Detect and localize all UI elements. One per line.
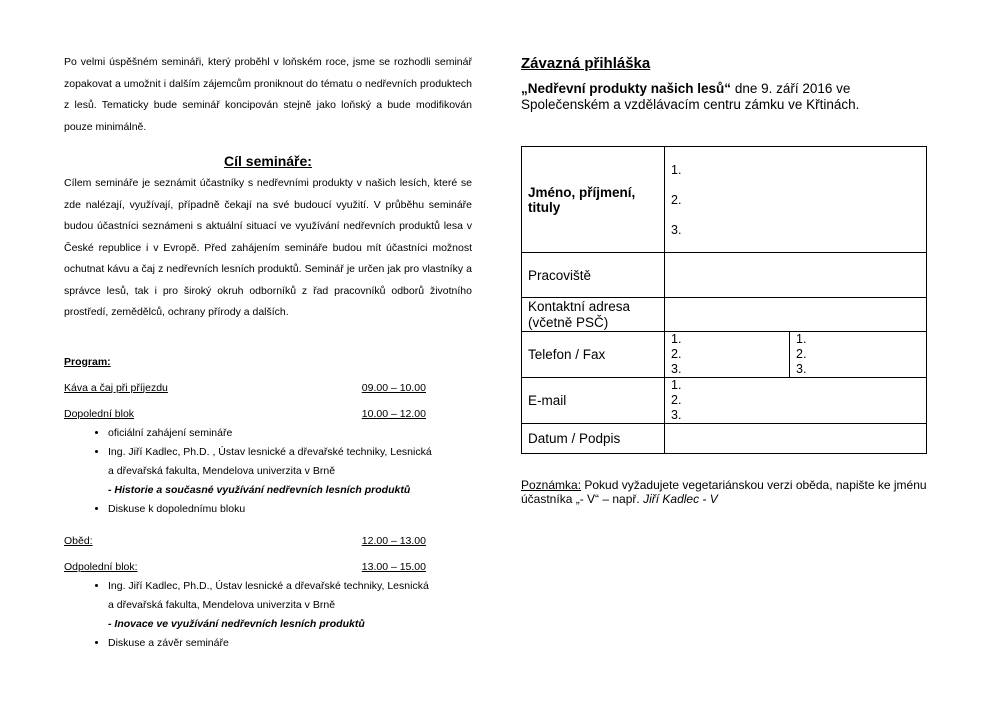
program-row-time: 13.00 – 15.00: [361, 560, 426, 573]
fax-number-1: 1.: [796, 332, 807, 346]
phone-number-2: 2.: [671, 347, 682, 361]
email-number-1: 1.: [671, 378, 682, 392]
email-field[interactable]: [665, 378, 927, 424]
note: [521, 478, 941, 506]
intro-paragraph: Po velmi úspěšném semináři, který proběhl v loňském roce, jsme se rozhodli seminář zopakovat a umožnit i dalším zájemcům proniknout do tématu o nedřevních produktech z lesů. Tematicky bude seminář koncipován stejně jako loňský a bude modifikován pouze minimálně.: [64, 56, 472, 133]
program-row-label: Káva a čaj při příjezdu: [64, 381, 168, 394]
email-number-3: 3.: [671, 408, 682, 422]
program-row-label: Odpolední blok:: [64, 560, 138, 573]
address-field[interactable]: [665, 298, 927, 332]
program-title: Program:: [64, 355, 111, 368]
form-title: Závazná přihláška: [521, 55, 651, 72]
name-field[interactable]: [665, 147, 927, 253]
program-row-morning: [64, 406, 426, 422]
name-number-1: 1.: [671, 162, 682, 177]
talk-title: - Inovace ve využívání nedřevních lesních produktů: [108, 617, 365, 630]
name-number-3: 3.: [671, 222, 682, 237]
form-subtitle: [521, 81, 941, 113]
talk-title: - Historie a současné využívání nedřevních lesních produktů: [108, 483, 411, 496]
address-label-line1: Kontaktní adresa: [528, 298, 631, 314]
program-row-coffee: [64, 380, 426, 396]
phone-number-1: 1.: [671, 332, 682, 346]
email-number-2: 2.: [671, 393, 682, 407]
note-example: Jiří Kadlec - V: [643, 492, 718, 506]
goal-heading: Cíl semináře:: [224, 153, 312, 169]
phone-label: Telefon / Fax: [522, 332, 665, 378]
program-row-afternoon: [64, 559, 426, 575]
list-item: • oficiální zahájení semináře: [108, 424, 472, 443]
table-row: [522, 298, 927, 332]
fax-field[interactable]: [790, 332, 927, 378]
list-item: • Diskuse k dopolednímu bloku: [108, 500, 472, 519]
program-row-lunch: [64, 533, 426, 549]
table-row: [522, 332, 927, 378]
seminar-name: „Nedřevní produkty našich lesů“: [521, 81, 732, 96]
program-row-label: Oběd:: [64, 534, 93, 547]
workplace-label: Pracoviště: [522, 253, 665, 298]
table-row: [522, 147, 927, 253]
note-label: Poznámka:: [521, 478, 582, 492]
date-signature-field[interactable]: [665, 424, 927, 454]
program-row-time: 12.00 – 13.00: [361, 534, 426, 547]
morning-items: [64, 424, 472, 519]
date-signature-label: Datum / Podpis: [522, 424, 665, 454]
note-text: Pokud vyžadujete vegetariánskou verzi oběda, napište ke jménu účastníka „- V“ – např.: [521, 478, 927, 506]
speaker-line: a dřevařská fakulta, Mendelova univerzita v Brně: [108, 598, 336, 611]
workplace-field[interactable]: [665, 253, 927, 298]
registration-table: [521, 146, 927, 454]
fax-number-2: 2.: [796, 347, 807, 361]
seminar-details: dne 9. září 2016 ve Společenském a vzdělávacím centru zámku ve Křtinách.: [521, 81, 860, 112]
afternoon-items: [64, 577, 472, 653]
program-row-time: 10.00 – 12.00: [361, 407, 426, 420]
table-row: [522, 424, 927, 454]
speaker-line: a dřevařská fakulta, Mendelova univerzita v Brně: [108, 464, 336, 477]
address-label-line2: (včetně PSČ): [528, 314, 609, 330]
program-row-time: 09.00 – 10.00: [361, 381, 426, 394]
table-row: [522, 253, 927, 298]
right-column: [521, 55, 941, 506]
list-item: • Diskuse a závěr semináře: [108, 634, 472, 653]
speaker-line: • Ing. Jiří Kadlec, Ph.D., Ústav lesnické a dřevařské techniky, Lesnická: [108, 579, 429, 592]
phone-number-3: 3.: [671, 362, 682, 376]
list-item: [108, 577, 472, 634]
address-label: [522, 298, 665, 332]
program-row-label: Dopolední blok: [64, 407, 135, 420]
fax-number-3: 3.: [796, 362, 807, 376]
speaker-line: • Ing. Jiří Kadlec, Ph.D. , Ústav lesnické a dřevařské techniky, Lesnická: [108, 445, 432, 458]
name-label: Jméno, příjmení, tituly: [522, 147, 665, 253]
goal-paragraph: Cílem semináře je seznámit účastníky s nedřevními produkty v našich lesích, které se zde nalézají, využívají, případně čekají na své budoucí využití. V průběhu semináře budou účastníci seznámeni s aktuální situací ve využívání nedřevních produktů lesa v České republice i v Evropě. Před zahájením semináře budou mít účastníci možnost ochutnat kávu a čaj z nedřevních lesních produktů. Seminář je určen jak pro vlastníky a správce lesů, tak i pro široký okruh odborníků z řad pracovníků odborů životního prostředí, zemědělců, ochrany přírody a dalších.: [64, 177, 472, 318]
email-label: E-mail: [522, 378, 665, 424]
left-column: [64, 52, 472, 653]
name-number-2: 2.: [671, 192, 682, 207]
phone-field[interactable]: [665, 332, 790, 378]
list-item: [108, 443, 472, 500]
table-row: [522, 378, 927, 424]
